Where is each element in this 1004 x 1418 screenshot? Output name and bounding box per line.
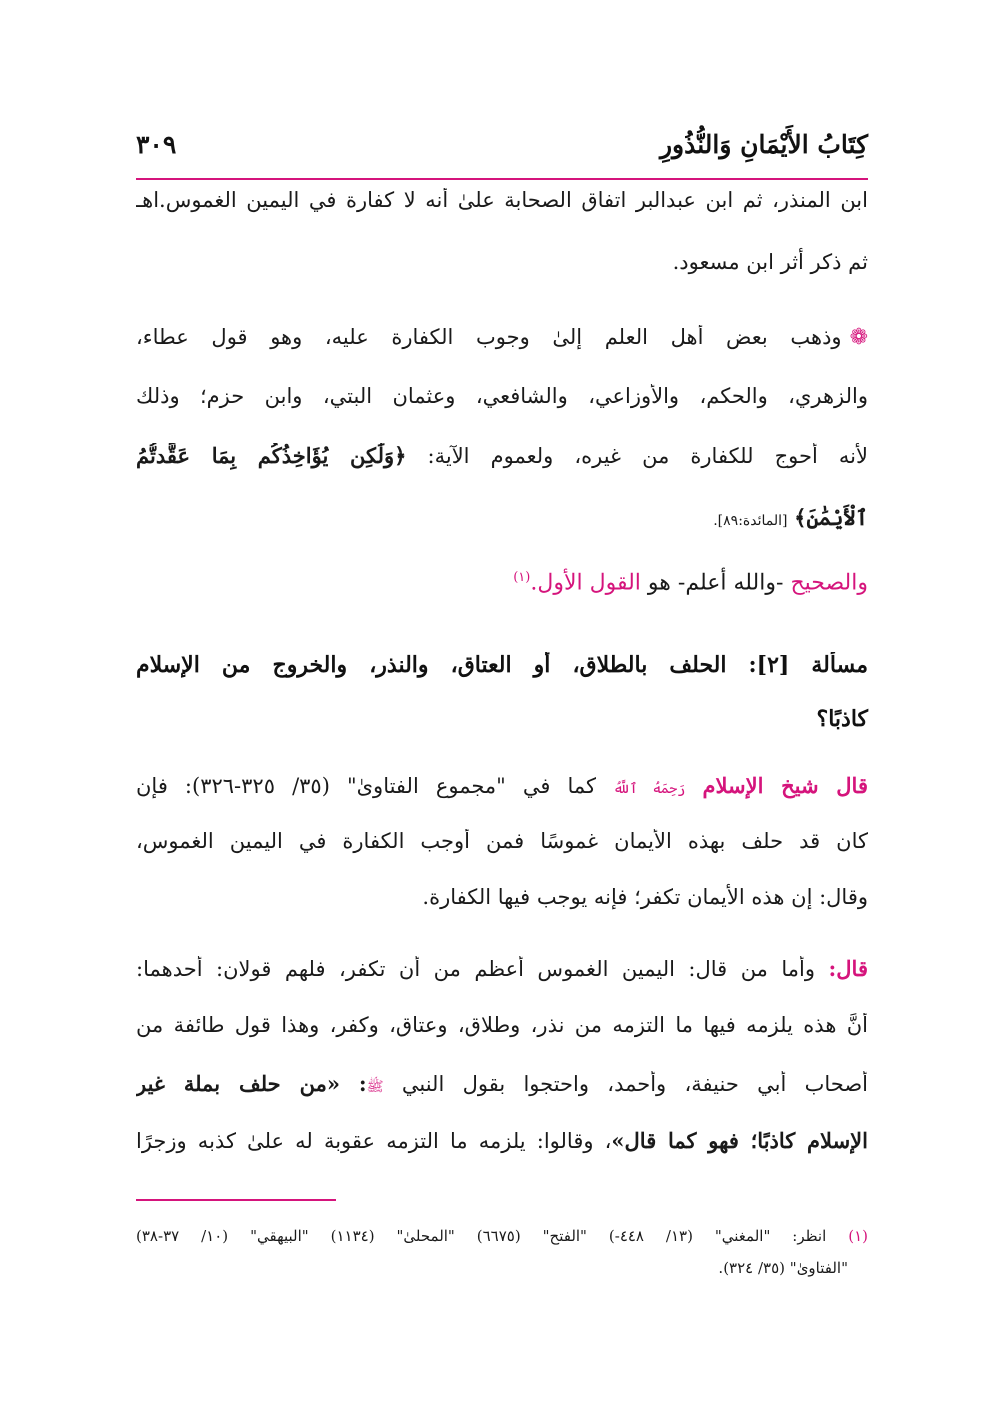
paragraph-1-line-1: ابن المنذر، ثم ابن عبدالبر اتفاق الصحابة علىٰ أنه لا كفارة في اليمين الغموس.اهـ	[136, 188, 868, 212]
hadith-end: الإسلام كاذبًا؛ فهو كما قال»	[611, 1128, 868, 1153]
quran-reference: [المائدة:٨٩].	[713, 513, 788, 529]
quran-verse-part-2: ٱلْأَيْمَٰنَ﴾	[794, 505, 868, 530]
paragraph-4-line-1	[136, 773, 868, 807]
paragraph-5-line-3	[136, 1071, 868, 1105]
paragraph-4-line-1-text: كما في "مجموع الفتاوىٰ" (٣٥/ ٣٢٥-٣٢٦): فإن	[136, 774, 597, 798]
paragraph-5-line-1	[136, 956, 868, 990]
paragraph-2-line-4	[136, 505, 868, 530]
paragraph-5-line-4-text: ، وقالوا: يلزمه ما التزمه عقوبة له علىٰ كذبه وزجرًا	[136, 1129, 612, 1153]
footnote-line-2: "الفتاوىٰ" (٣٥/ ٣٢٤).	[718, 1259, 848, 1277]
paragraph-2-line-3	[136, 443, 868, 477]
paragraph-5-line-2: أنَّ هذه يلزمه فيها ما التزمه من نذر، وطلاق، وعتاق، وكفر، وهذا قول طائفة من	[136, 1013, 868, 1037]
running-title: كِتَابُ الأَيْمَانِ وَالنُّذُورِ	[659, 130, 868, 159]
footnote-line-1	[136, 1227, 868, 1251]
conclusion-line	[136, 570, 868, 595]
conclusion-text: -والله أعلم- هو	[647, 570, 784, 596]
salutation-icon: ﷺ	[366, 1079, 384, 1095]
conclusion-highlight: القول الأول.	[530, 570, 641, 596]
hadith-start: : «من حلف بملة غير	[136, 1071, 367, 1096]
paragraph-2-line-1-text: وذهب بعض أهل العلم إلىٰ وجوب الكفارة عليه، وهو قول عطاء،	[136, 325, 842, 349]
footnote-divider	[136, 1199, 336, 1201]
paragraph-5-line-4	[136, 1128, 868, 1162]
paragraph-1-line-2: ثم ذكر أثر ابن مسعود.	[672, 250, 868, 274]
paragraph-5-line-1-text: وأما من قال: اليمين الغموس أعظم من أن تكفر، فلهم قولان: أحدهما:	[136, 957, 816, 981]
said-label: قال:	[828, 956, 868, 981]
question-title-line-2: كاذبًا؟	[816, 706, 868, 732]
footnote-number: (١)	[848, 1227, 868, 1245]
speaker-name: قال شيخ الإسلام	[702, 773, 868, 798]
quran-verse-part-1: ﴿وَلَٰكِن يُؤَاخِذُكُم بِمَا عَقَّدتُّمُ	[136, 443, 407, 468]
honorific-icon: رَحِمَهُ ٱللَّهُ	[613, 781, 686, 797]
footnote-ref: (١)	[513, 570, 531, 585]
header-divider	[136, 178, 868, 180]
question-title-line-1: مسألة [٢]: الحلف بالطلاق، أو العتاق، والنذر، والخروج من الإسلام	[136, 652, 868, 678]
conclusion-label: والصحيح	[790, 570, 868, 596]
paragraph-2-line-2: والزهري، والحكم، والأوزاعي، والشافعي، وعثمان البتي، وابن حزم؛ وذلك	[136, 384, 868, 408]
paragraph-4-line-2: كان قد حلف بهذه الأيمان غموسًا فمن أوجب الكفارة في اليمين الغموس،	[136, 829, 868, 853]
footnote-text-1: انظر: "المغني" (١٣/ ٤٤٨-) "الفتح" (٦٦٧٥) "المحلىٰ" (١١٣٤) "البيهقي" (١٠/ ٣٧-٣٨)	[136, 1227, 827, 1245]
page-number: ٣٠٩	[136, 130, 177, 159]
paragraph-5-line-3-text: أصحاب أبي حنيفة، وأحمد، واحتجوا بقول النبي	[401, 1072, 868, 1096]
paragraph-2-line-3-text: لأنه أحوج للكفارة من غيره، ولعموم الآية:	[427, 444, 868, 468]
paragraph-2-line-1	[136, 325, 868, 359]
flower-ornament-icon: ❁	[849, 325, 868, 350]
paragraph-4-line-3: وقال: إن هذه الأيمان تكفر؛ فإنه يوجب فيها الكفارة.	[422, 885, 868, 909]
